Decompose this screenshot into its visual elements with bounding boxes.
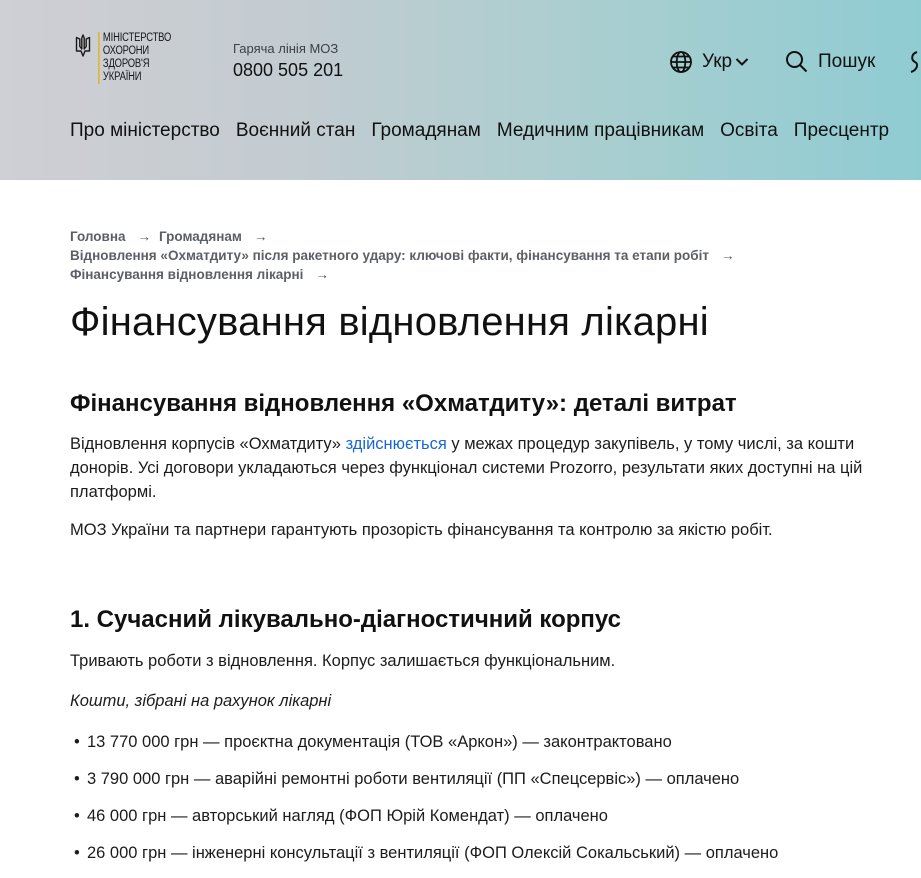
procurement-link[interactable]: здійснюється	[345, 435, 447, 453]
globe-icon	[669, 50, 693, 74]
list-item: • 26 000 грн — інженерні консультації з вентиляції (ФОП Олексій Сокальський) — оплачено	[74, 844, 779, 862]
nav-item-education[interactable]: Освіта	[720, 120, 778, 141]
page-title: Фінансування відновлення лікарні	[70, 300, 709, 344]
funds-label: Кошти, зібрані на рахунок лікарні	[70, 692, 332, 710]
search-label: Пошук	[818, 50, 876, 72]
search-button[interactable]	[785, 50, 875, 73]
arrow-right-icon: →	[253, 229, 268, 244]
arrow-right-icon: →	[137, 229, 151, 244]
nav-item-medical-workers[interactable]: Медичним працівникам	[496, 120, 705, 141]
arrow-right-icon: →	[315, 267, 329, 282]
ministry-logo[interactable]	[75, 32, 187, 84]
breadcrumb-current[interactable]: Фінансування відновлення лікарні	[70, 267, 304, 282]
language-switcher[interactable]	[669, 50, 758, 74]
search-icon	[785, 50, 808, 73]
nav-item-citizens[interactable]: Громадянам	[371, 120, 481, 141]
accessibility-icon[interactable]	[905, 50, 921, 79]
section-heading-building: 1. Сучасний лікувально-діагностичний корпус	[70, 606, 622, 633]
hotline-label: Гаряча лінія МОЗ	[233, 41, 339, 56]
section-heading-costs: Фінансування відновлення «Охматдиту»: деталі витрат	[70, 390, 737, 417]
breadcrumb-home[interactable]: Головна	[70, 229, 126, 244]
arrow-right-icon: →	[721, 248, 735, 263]
main-nav	[70, 120, 905, 142]
list-item: • 3 790 000 грн — аварійні ремонтні роботи вентиляції (ПП «Спецсервіс») — оплачено	[74, 770, 740, 788]
breadcrumb-okhmatdyt[interactable]: Відновлення «Охматдиту» після ракетного удару: ключові факти, фінансування та етапи робіт	[70, 248, 709, 263]
list-item: • 13 770 000 грн — проєктна документація (ТОВ «Аркон») — законтрактовано	[74, 733, 672, 751]
nav-item-press-center[interactable]: Пресцентр	[793, 120, 890, 141]
nav-item-about[interactable]: Про міністерство	[70, 120, 220, 141]
transparency-paragraph: МОЗ України та партнери гарантують прозорість фінансування та контролю за якістю робіт.	[70, 521, 773, 539]
hotline-phone[interactable]: 0800 505 201	[233, 60, 344, 80]
ministry-logo-text: МІНІСТЕРСТВО ОХОРОНИ ЗДОРОВ'Я УКРАЇНИ	[98, 32, 171, 84]
breadcrumb-citizens[interactable]: Громадянам	[159, 229, 242, 244]
breadcrumb	[70, 227, 743, 284]
language-label: Укр	[702, 51, 733, 72]
hotline	[233, 41, 343, 81]
site-header	[0, 0, 921, 180]
nav-item-martial-law[interactable]: Воєнний стан	[235, 120, 356, 141]
cost-list	[70, 730, 778, 878]
status-paragraph: Тривають роботи з відновлення. Корпус залишається функціональним.	[70, 652, 616, 670]
chevron-down-icon	[735, 57, 749, 67]
list-item: • 46 000 грн — авторський нагляд (ФОП Юрій Комендат) — оплачено	[74, 807, 608, 825]
trident-icon	[75, 34, 91, 58]
intro-paragraph: Відновлення корпусів «Охматдиту» здійснюється у межах процедур закупівель, у тому числі, за кошти донорів. Усі договори укладаються через функціонал системи Prozorro, результати яких доступні на цій платформі.	[70, 435, 863, 501]
